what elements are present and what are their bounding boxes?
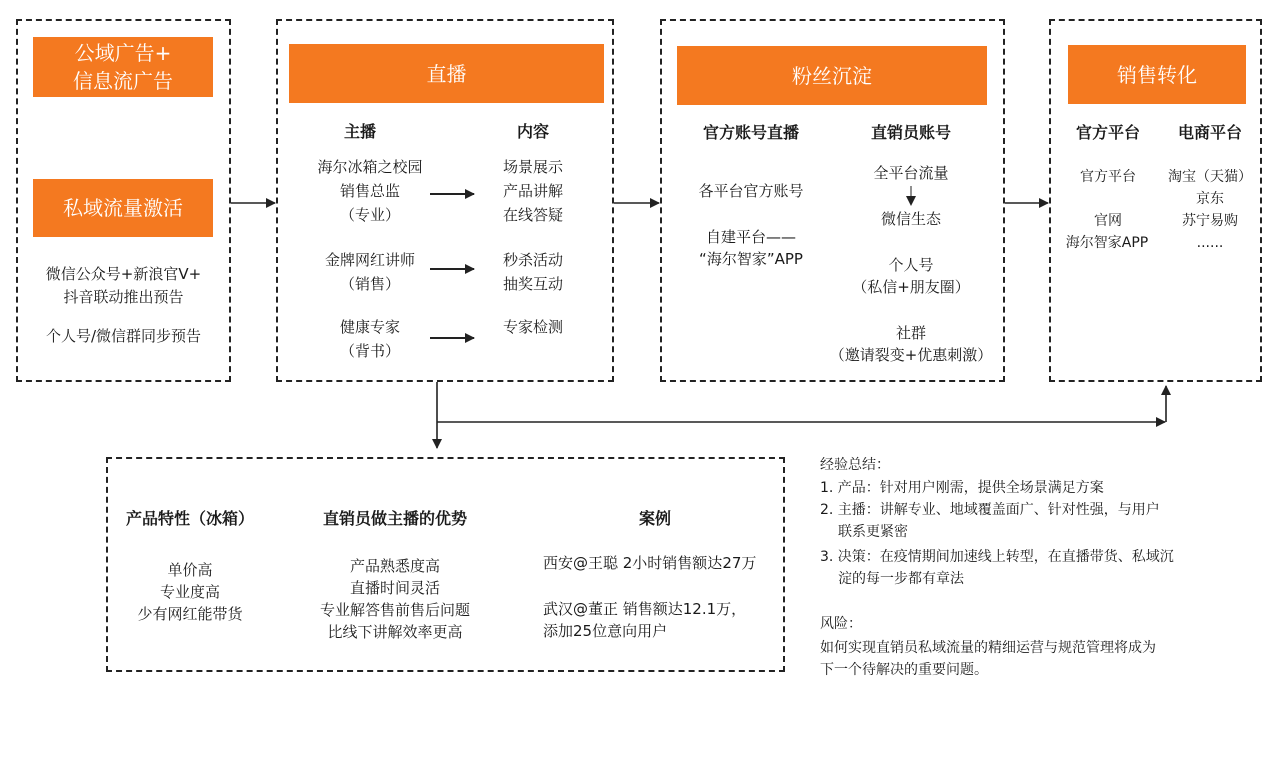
personal-account-line1: 个人号 [888, 256, 934, 274]
summary-title: 经验总结： [820, 457, 890, 473]
preview-channels-line2: 抖音联动推出预告 [63, 288, 184, 306]
banner-line: 私域流量激活 [63, 196, 183, 220]
haier-app-item: 海尔智家APP [1065, 235, 1149, 251]
host1-line2: 销售总监 [339, 182, 400, 200]
all-platform-traffic: 全平台流量 [873, 164, 949, 182]
community-line2: （邀请裂变+优惠刺激） [829, 346, 993, 364]
summary-item3-line2: 淀的每一步都有章法 [838, 571, 964, 587]
risk-title: 风险： [820, 616, 862, 632]
sales-account-heading: 直销员账号 [870, 123, 951, 142]
product-feature-line2: 专业度高 [159, 583, 220, 601]
summary-item1: 1. 产品：针对用户刚需，提供全场景满足方案 [820, 480, 1104, 496]
official-platform-item: 官方平台 [1080, 169, 1136, 185]
banner-line: 粉丝沉淀 [792, 63, 872, 88]
host3-line2: （背书） [339, 342, 400, 360]
community-line1: 社群 [895, 324, 926, 342]
case-xian: 西安@王聪 2小时销售额达27万 [543, 554, 757, 572]
product-feature-line3: 少有网红能带货 [137, 605, 243, 623]
taobao-item: 淘宝（天猫） [1168, 169, 1252, 185]
self-built-line2: “海尔智家”APP [699, 250, 803, 268]
host1-line1: 海尔冰箱之校园 [317, 158, 423, 176]
summary-item2-line1: 2. 主播：讲解专业、地域覆盖面广、针对性强，与用户 [820, 502, 1160, 518]
official-platform-accounts: 各平台官方账号 [698, 182, 804, 200]
advantage-line4: 比线下讲解效率更高 [327, 623, 463, 641]
host-heading: 主播 [343, 122, 376, 141]
summary-item2-line2: 联系更紧密 [838, 524, 908, 540]
content2-line2: 抽奖互动 [502, 275, 563, 293]
advantage-line3: 专业解答售前售后问题 [319, 601, 470, 619]
more-item: ...... [1196, 235, 1224, 251]
content2-line1: 秒杀活动 [502, 251, 563, 269]
suning-item: 苏宁易购 [1182, 213, 1238, 229]
official-platform-heading: 官方平台 [1075, 123, 1140, 142]
jd-item: 京东 [1196, 191, 1224, 207]
advantage-line2: 直播时间灵活 [349, 579, 440, 597]
content3: 专家检测 [502, 318, 563, 336]
advantage-heading: 直销员做主播的优势 [322, 509, 467, 528]
banner-line: 直播 [426, 61, 467, 86]
host2-line2: （销售） [339, 275, 400, 293]
official-account-heading: 官方账号直播 [702, 123, 799, 142]
content1-line3: 在线答疑 [502, 206, 563, 224]
host3-line1: 健康专家 [339, 318, 400, 336]
case-wuhan-line2: 添加25位意向用户 [543, 622, 668, 640]
case-heading: 案例 [638, 509, 671, 528]
product-feature-heading: 产品特性（冰箱） [125, 509, 254, 528]
product-feature-line1: 单价高 [167, 561, 213, 579]
official-site-item: 官网 [1094, 213, 1122, 229]
content1-line2: 产品讲解 [502, 182, 563, 200]
host2-line1: 金牌网红讲师 [324, 251, 415, 269]
wechat-preview-text: 个人号/微信群同步预告 [45, 327, 202, 345]
content1-line1: 场景展示 [502, 158, 563, 176]
advantage-line1: 产品熟悉度高 [349, 557, 440, 575]
host1-line3: （专业） [339, 206, 400, 224]
ecommerce-heading: 电商平台 [1177, 123, 1242, 142]
risk-line1: 如何实现直销员私域流量的精细运营与规范管理将成为 [820, 640, 1156, 656]
preview-channels-line1: 微信公众号+新浪官V+ [45, 265, 202, 283]
banner-line: 信息流广告 [73, 69, 173, 93]
content-heading: 内容 [516, 122, 549, 141]
banner-line: 公域广告+ [74, 41, 172, 65]
case-wuhan-line1: 武汉@董正 销售额达12.1万， [543, 600, 747, 618]
personal-account-line2: （私信+朋友圈） [852, 278, 970, 296]
banner-line: 销售转化 [1117, 62, 1197, 87]
self-built-line1: 自建平台—— [705, 228, 796, 246]
risk-line2: 下一个待解决的重要问题。 [820, 662, 988, 678]
wechat-ecosystem: 微信生态 [880, 210, 941, 228]
summary-item3-line1: 3. 决策：在疫情期间加速线上转型，在直播带货、私域沉 [820, 549, 1174, 565]
